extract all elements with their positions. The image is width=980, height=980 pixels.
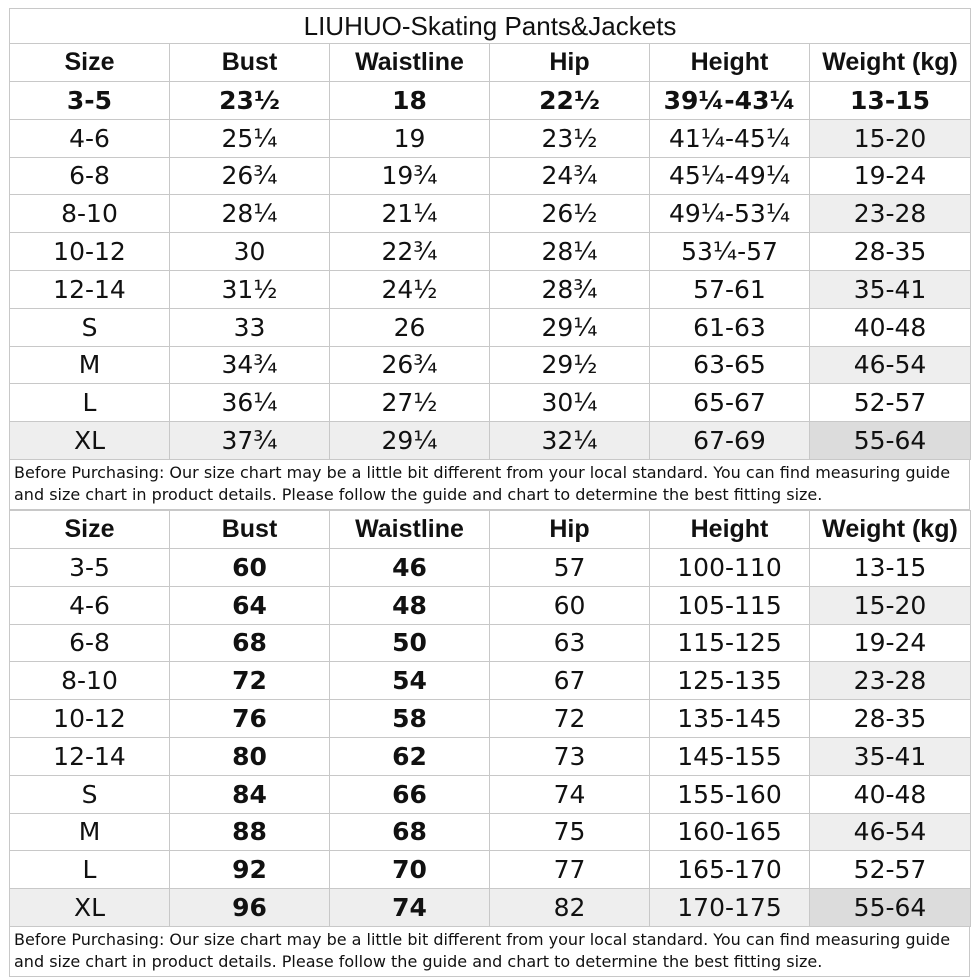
cell-weight: 23-28 xyxy=(810,662,971,700)
cell-weight: 28-35 xyxy=(810,233,971,271)
cell-bust: 76 xyxy=(170,700,330,738)
cell-hip: 77 xyxy=(490,851,650,889)
cell-hip: 57 xyxy=(490,548,650,586)
cell-hip: 28¾ xyxy=(490,270,650,308)
cell-height: 67-69 xyxy=(650,422,810,460)
cell-bust: 88 xyxy=(170,813,330,851)
header-size: Size xyxy=(10,44,170,82)
cell-bust: 92 xyxy=(170,851,330,889)
cell-size: M xyxy=(10,813,170,851)
cell-bust: 60 xyxy=(170,548,330,586)
cell-waistline: 29¼ xyxy=(330,422,490,460)
cell-waistline: 62 xyxy=(330,737,490,775)
header-weight: Weight (kg) xyxy=(810,44,971,82)
table-row xyxy=(10,586,971,624)
table-row xyxy=(10,270,971,308)
cell-waistline: 27½ xyxy=(330,384,490,422)
header-bust: Bust xyxy=(170,44,330,82)
table-row xyxy=(10,548,971,586)
chart-title: LIUHUO-Skating Pants&Jackets xyxy=(10,9,971,44)
cell-waistline: 48 xyxy=(330,586,490,624)
cell-weight: 40-48 xyxy=(810,775,971,813)
cell-weight: 52-57 xyxy=(810,851,971,889)
cell-height: 39¼-43¼ xyxy=(650,82,810,120)
cell-size: S xyxy=(10,775,170,813)
size-chart xyxy=(9,8,970,977)
cell-weight: 40-48 xyxy=(810,308,971,346)
table-row xyxy=(10,119,971,157)
cell-bust: 80 xyxy=(170,737,330,775)
cell-hip: 82 xyxy=(490,889,650,927)
cell-height: 165-170 xyxy=(650,851,810,889)
cell-size: 10-12 xyxy=(10,233,170,271)
table-row xyxy=(10,157,971,195)
table-row xyxy=(10,813,971,851)
cell-height: 57-61 xyxy=(650,270,810,308)
header-height: Height xyxy=(650,44,810,82)
cell-hip: 67 xyxy=(490,662,650,700)
header-hip: Hip xyxy=(490,510,650,548)
cell-bust: 64 xyxy=(170,586,330,624)
cell-waistline: 26 xyxy=(330,308,490,346)
cell-weight: 46-54 xyxy=(810,813,971,851)
cell-bust: 31½ xyxy=(170,270,330,308)
cell-hip: 29½ xyxy=(490,346,650,384)
table-row xyxy=(10,308,971,346)
cell-size: 4-6 xyxy=(10,119,170,157)
purchase-note: Before Purchasing: Our size chart may be a little bit different from your local standard. You can find measuring guide and size chart in product details. Please follow the guide and chart to determine the best fitting size. xyxy=(9,927,970,977)
cell-height: 105-115 xyxy=(650,586,810,624)
header-row xyxy=(10,44,971,82)
cell-hip: 60 xyxy=(490,586,650,624)
cell-bust: 28¼ xyxy=(170,195,330,233)
cell-hip: 23½ xyxy=(490,119,650,157)
cell-size: 3-5 xyxy=(10,82,170,120)
table-row xyxy=(10,889,971,927)
cell-size: M xyxy=(10,346,170,384)
cell-bust: 25¼ xyxy=(170,119,330,157)
cell-height: 125-135 xyxy=(650,662,810,700)
cell-size: 4-6 xyxy=(10,586,170,624)
cell-size: 3-5 xyxy=(10,548,170,586)
cell-weight: 19-24 xyxy=(810,157,971,195)
table-row xyxy=(10,624,971,662)
cell-height: 65-67 xyxy=(650,384,810,422)
cell-size: 8-10 xyxy=(10,195,170,233)
cell-height: 115-125 xyxy=(650,624,810,662)
cell-size: 10-12 xyxy=(10,700,170,738)
cell-waistline: 21¼ xyxy=(330,195,490,233)
cell-waistline: 70 xyxy=(330,851,490,889)
cell-size: 6-8 xyxy=(10,157,170,195)
cell-weight: 15-20 xyxy=(810,586,971,624)
cell-weight: 13-15 xyxy=(810,82,971,120)
cell-waistline: 58 xyxy=(330,700,490,738)
header-waistline: Waistline xyxy=(330,510,490,548)
cell-waistline: 24½ xyxy=(330,270,490,308)
cell-height: 160-165 xyxy=(650,813,810,851)
cell-bust: 34¾ xyxy=(170,346,330,384)
cell-bust: 84 xyxy=(170,775,330,813)
cell-waistline: 46 xyxy=(330,548,490,586)
cell-hip: 29¼ xyxy=(490,308,650,346)
cell-height: 45¼-49¼ xyxy=(650,157,810,195)
table-row xyxy=(10,384,971,422)
cell-weight: 55-64 xyxy=(810,889,971,927)
cell-hip: 63 xyxy=(490,624,650,662)
table-row xyxy=(10,82,971,120)
cell-weight: 52-57 xyxy=(810,384,971,422)
table-row xyxy=(10,422,971,460)
table-row xyxy=(10,700,971,738)
header-row xyxy=(10,510,971,548)
header-bust: Bust xyxy=(170,510,330,548)
cell-hip: 73 xyxy=(490,737,650,775)
cell-height: 61-63 xyxy=(650,308,810,346)
cell-weight: 23-28 xyxy=(810,195,971,233)
cell-size: 6-8 xyxy=(10,624,170,662)
cell-height: 49¼-53¼ xyxy=(650,195,810,233)
cell-weight: 19-24 xyxy=(810,624,971,662)
header-height: Height xyxy=(650,510,810,548)
cell-hip: 72 xyxy=(490,700,650,738)
cell-waistline: 74 xyxy=(330,889,490,927)
cell-hip: 32¼ xyxy=(490,422,650,460)
cell-weight: 46-54 xyxy=(810,346,971,384)
header-weight: Weight (kg) xyxy=(810,510,971,548)
cell-weight: 55-64 xyxy=(810,422,971,460)
table-row xyxy=(10,775,971,813)
cell-size: L xyxy=(10,851,170,889)
purchase-note: Before Purchasing: Our size chart may be a little bit different from your local standard. You can find measuring guide and size chart in product details. Please follow the guide and chart to determine the best fitting size. xyxy=(9,460,970,510)
cell-bust: 36¼ xyxy=(170,384,330,422)
cell-size: XL xyxy=(10,889,170,927)
cell-height: 63-65 xyxy=(650,346,810,384)
cell-hip: 74 xyxy=(490,775,650,813)
cell-weight: 28-35 xyxy=(810,700,971,738)
cell-waistline: 54 xyxy=(330,662,490,700)
cell-height: 135-145 xyxy=(650,700,810,738)
cell-hip: 28¼ xyxy=(490,233,650,271)
cell-waistline: 19 xyxy=(330,119,490,157)
cell-bust: 68 xyxy=(170,624,330,662)
cell-waistline: 66 xyxy=(330,775,490,813)
header-size: Size xyxy=(10,510,170,548)
cell-bust: 23½ xyxy=(170,82,330,120)
cell-height: 145-155 xyxy=(650,737,810,775)
header-waistline: Waistline xyxy=(330,44,490,82)
table-row xyxy=(10,662,971,700)
cell-weight: 35-41 xyxy=(810,270,971,308)
cell-hip: 30¼ xyxy=(490,384,650,422)
table-row xyxy=(10,346,971,384)
cell-hip: 24¾ xyxy=(490,157,650,195)
cell-size: 12-14 xyxy=(10,737,170,775)
cell-hip: 75 xyxy=(490,813,650,851)
cell-waistline: 19¾ xyxy=(330,157,490,195)
cell-bust: 33 xyxy=(170,308,330,346)
title-row xyxy=(10,9,971,44)
table-row xyxy=(10,851,971,889)
cell-bust: 96 xyxy=(170,889,330,927)
cell-waistline: 18 xyxy=(330,82,490,120)
cell-size: 8-10 xyxy=(10,662,170,700)
header-hip: Hip xyxy=(490,44,650,82)
cell-size: S xyxy=(10,308,170,346)
cell-waistline: 22¾ xyxy=(330,233,490,271)
table-row xyxy=(10,233,971,271)
cell-bust: 72 xyxy=(170,662,330,700)
size-table-inches xyxy=(9,8,971,460)
cell-size: 12-14 xyxy=(10,270,170,308)
cell-waistline: 26¾ xyxy=(330,346,490,384)
cell-bust: 26¾ xyxy=(170,157,330,195)
cell-hip: 22½ xyxy=(490,82,650,120)
table-row xyxy=(10,737,971,775)
cell-bust: 30 xyxy=(170,233,330,271)
cell-height: 170-175 xyxy=(650,889,810,927)
cell-height: 53¼-57 xyxy=(650,233,810,271)
table-row xyxy=(10,195,971,233)
cell-size: XL xyxy=(10,422,170,460)
cell-weight: 13-15 xyxy=(810,548,971,586)
cell-bust: 37¾ xyxy=(170,422,330,460)
cell-waistline: 68 xyxy=(330,813,490,851)
cell-weight: 35-41 xyxy=(810,737,971,775)
cell-height: 155-160 xyxy=(650,775,810,813)
size-table-cm xyxy=(9,510,971,927)
cell-waistline: 50 xyxy=(330,624,490,662)
cell-weight: 15-20 xyxy=(810,119,971,157)
cell-size: L xyxy=(10,384,170,422)
cell-height: 41¼-45¼ xyxy=(650,119,810,157)
cell-height: 100-110 xyxy=(650,548,810,586)
cell-hip: 26½ xyxy=(490,195,650,233)
